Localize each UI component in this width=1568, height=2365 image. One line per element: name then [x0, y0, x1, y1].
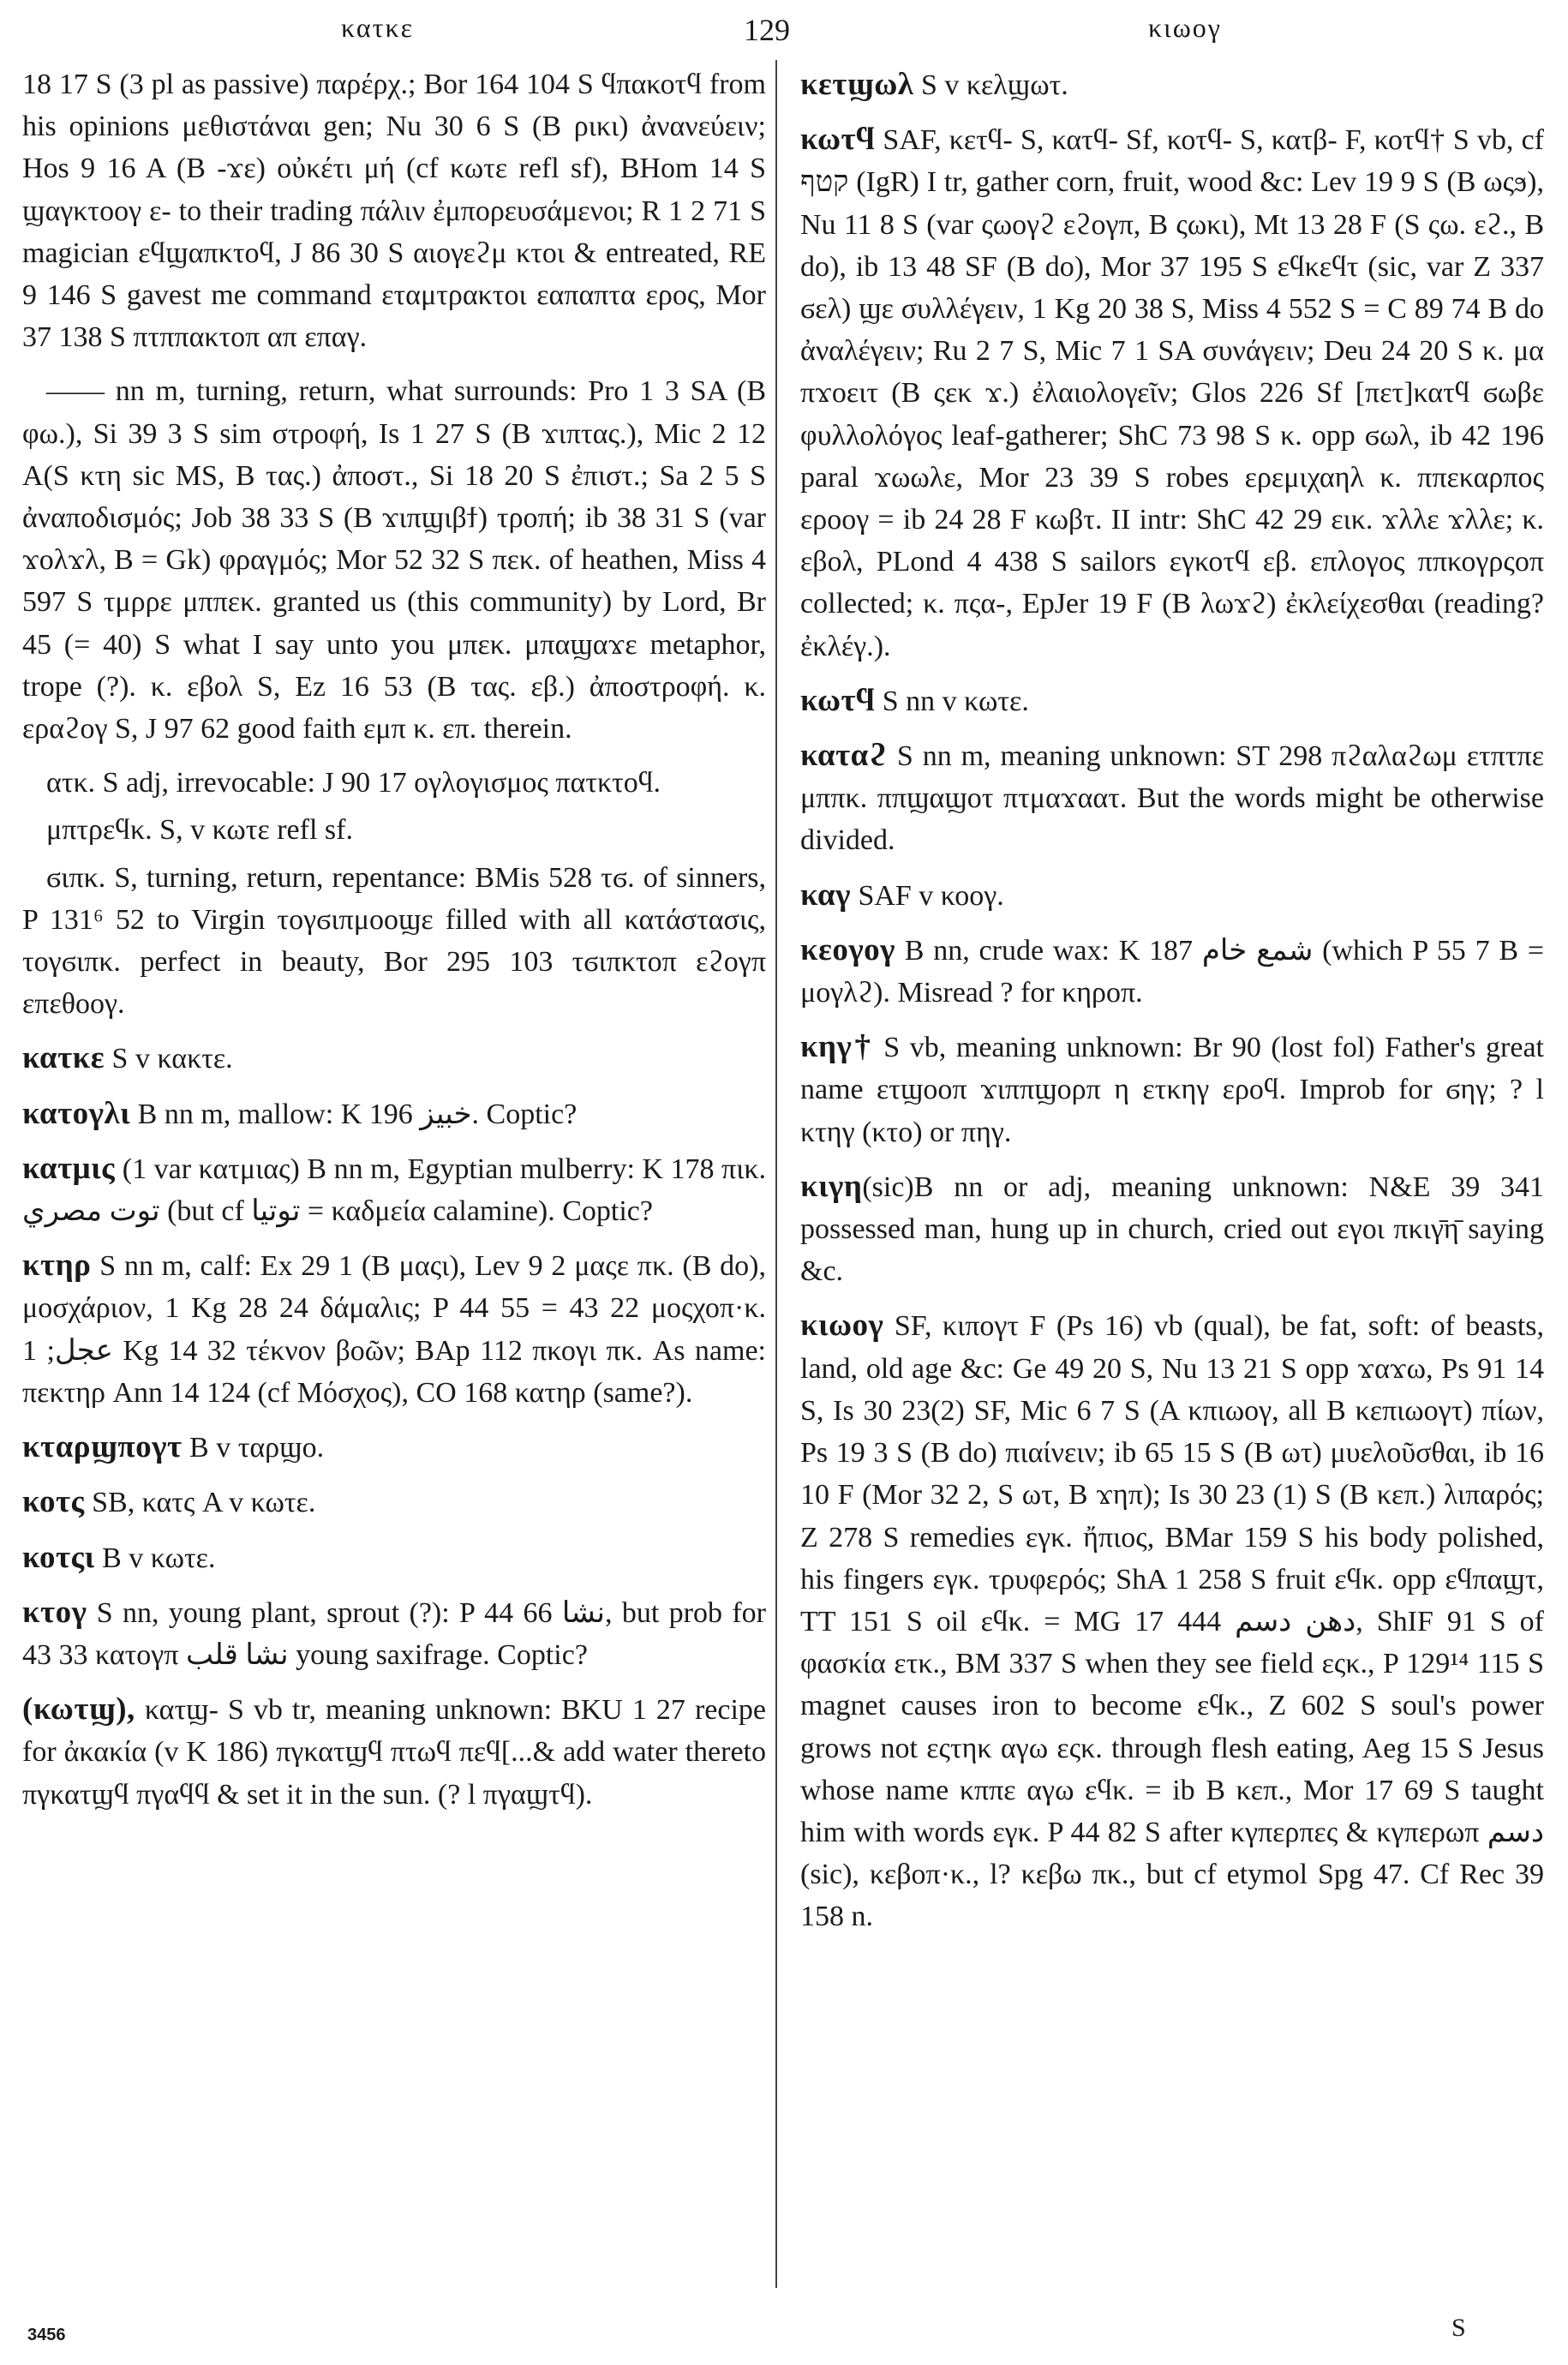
dictionary-entry: 18 17 S (3 pl as passive) παρέρχ.; Bor 164 104 S ϥπακοτϥ from his opinions μεθιστάναι gen; Nu 30 6 S (B ρικι) ἀνανεύειν; Hos 9 16 A (B -ϫε) οὐκέτι μή (cf κωτε refl sf), BHom 14 S ϣαγκτοογ ε- to their trading πάλιν ἐμπορευσάμενοι; R 1 2 71 S magician εϥϣαπκτοϥ, J 86 30 S αιογεϩμ κτοι & entreated, RE 9 146 S gavest me command εταμτρακτοι εαπαπτα ερος, Mor 37 138 S πτππακτοπ απ επαγ. [22, 69, 766, 354]
dictionary-entry: κοτς SB, κατς A v κωτε. [22, 1484, 316, 1520]
gathering-letter: S [1451, 2314, 1466, 2342]
dictionary-entry: κιωογ SF, κιπογτ F (Ps 16) vb (qual), be fat, soft: of beasts, land, old age &c: Ge 49 20 S, Nu 13 21 S opp ϫαϫω, Ps 91 14 S, Is 30 23(2) SF, Mic 6 7 S (A κπιωογ, all B κεπιωογτ) πίων, Ps 19 3 S (B do) πιαίνειν; ib 65 15 S (B ωτ) μυελοῦσθαι, ib 16 10 F (Mor 32 2, S ωτ, B ϫηπ); Is 30 23 (1) S (B κεπ.) λιπαρός; Z 278 S remedies εγκ. ἤπιος, BMar 159 S his body polished, his fingers εγκ. τρυφερός; ShA 1 258 S fruit εϥκ. opp εϥπαϣτ, TT 151 S oil εϥκ. = MG 17 444 دهن دسم, ShIF 91 S of φασκία ετκ., BM 337 S when they see field εςκ., P 129¹⁴ 115 S magnet causes iron to become εϥκ., Z 602 S soul's power grows not εςτηκ αγω εςκ. through flesh eating, Aeg 15 S Jesus whose name κππε αγω εϥκ. = ib B κεπ., Mor 17 69 S taught him with words εγκ. P 44 82 S after κγπερπες & κγπερωπ دسم (sic), κεβοπ·κ., l? κεβω πκ., but cf etymol Spg 47. Cf Rec 39 158 n. [800, 1308, 1545, 1933]
entry-lemma: κταρϣπογτ [22, 1429, 183, 1465]
page-number: 129 [744, 13, 790, 47]
dictionary-entry: κεογογ B nn, crude wax: K 187 شمع خام (which P 55 7 B = μογλϩ). Misread ? for κηροπ. [800, 931, 1545, 1009]
dictionary-entry: (κωτϣ), κατϣ- S vb tr, meaning unknown: BKU 1 27 recipe for ἀκακία (v K 186) πγκατϣϥ πτωϥ πεϥ[...& add water thereto πγκατϣϥ πγαϥϥ & set it in the sun. (? l πγαϣτϥ). [22, 1691, 767, 1811]
dictionary-entry: κταρϣπογτ B v ταρϣο. [22, 1429, 325, 1465]
entry-lemma: κατμις [22, 1150, 116, 1186]
entry-lemma: κτηρ [22, 1248, 92, 1284]
entry-lemma: κηγ† [800, 1029, 874, 1065]
entry-lemma: κωτϥ [800, 682, 876, 718]
dictionary-entry: κατκε S v κακτε. [22, 1040, 233, 1076]
dictionary-entry: κωτϥ S nn v κωτε. [800, 682, 1029, 718]
dictionary-entry: μπτρεϥκ. S, v κωτε refl sf. [46, 814, 353, 847]
running-head-left: κατκε [341, 12, 415, 43]
entry-lemma: κατογλι [22, 1095, 131, 1131]
entry-lemma: κοτς [22, 1484, 85, 1520]
entry-lemma: κοτςι [22, 1539, 95, 1575]
entry-lemma: κτογ [22, 1594, 87, 1630]
entry-lemma: κιωογ [800, 1308, 884, 1344]
page-header [0, 12, 1568, 50]
dictionary-entry: ϭιπκ. S, turning, return, repentance: BMis 528 τϭ. of sinners, P 131⁶ 52 to Virgin τογϭιπμοοϣε filled with all κατάστασις, τογϭιπκ. perfect in beauty, Bor 295 103 τϭιπκτοπ εϩογπ επεθοογ. [22, 861, 767, 1021]
entry-lemma: κετϣωλ [800, 67, 914, 102]
dictionary-entry: κωτϥ SAF, κετϥ- S, κατϥ- Sf, κοτϥ- S, κατβ- F, κοτϥ† S vb, cf קטף (IgR) I tr, gather corn, fruit, wood &c: Lev 19 9 S (B ωςϧ), Nu 11 8 S (var ςωογϩ εϩογπ, B ςωκι), Mt 13 28 F (S ςω. εϩ., B do), ib 13 48 SF (B do), Mor 37 195 S εϥκεϥτ (sic, var Z 337 ϭελ) ϣε συλλέγειν, 1 Kg 20 38 S, Miss 4 552 S = C 89 74 B do ἀναλέγειν; Ru 2 7 S, Mic 7 1 SA συνάγειν; Deu 24 20 S κ. μα πϫοειτ (B ςεκ ϫ.) ἐλαιολογεῖν; Glos 226 Sf [πετ]κατϥ ϭωβε φυλλολόγος leaf-gatherer; ShC 73 98 S κ. opp ϭωλ, ib 42 196 paral ϫωωλε, Mor 23 39 S robes ερεμιχαηλ κ. ππεκαρπος εροογ = ib 24 28 F κωβτ. II intr: ShC 42 29 εικ. ϫλλε ϫλλε; κ. εβολ, PLond 4 438 S sailors εγκοτϥ εβ. επλογος ππκογρςοπ collected; κ. πςα-, EpJer 19 F (B λωϫϩ) ἐκλείχεσθαι (reading? ἐκλέγ.). [800, 122, 1544, 662]
entry-lemma: κωτϥ [800, 122, 876, 158]
right-column [800, 63, 1544, 1950]
dictionary-entry: κοτςι B v κωτε. [22, 1539, 216, 1575]
dictionary-entry: καγ SAF v κοογ. [800, 877, 1004, 913]
entry-lemma: μπτρεϥκ. [46, 814, 153, 847]
entry-lemma: κατκε [22, 1040, 105, 1076]
signature-mark: 3456 [27, 2326, 66, 2344]
running-head-right: κιωογ [1148, 12, 1222, 43]
dictionary-entry: κηγ† S vb, meaning unknown: Br 90 (lost fol) Father's great name ετϣοοπ ϫιππϣορπ η ετκηγ εροϥ. Improb for ϭηγ; ? l κτηγ (κτο) or πηγ. [800, 1029, 1544, 1148]
dictionary-entry: καταϩ S nn m, meaning unknown: ST 298 πϩαλαϩωμ ετπτπε μππκ. ππϣαϣοτ πτμαϫαατ. But the words might be otherwise divided. [800, 738, 1544, 857]
entry-lemma: καταϩ [800, 738, 889, 774]
dictionary-entry: ατκ. S adj, irrevocable: J 90 17 ογλογισμος πατκτοϥ. [46, 767, 661, 799]
entry-lemma: (κωτϣ), [22, 1691, 135, 1727]
column-divider [775, 60, 777, 2288]
entry-lemma: ϭιπκ. [46, 861, 106, 894]
dictionary-entry: κατμις (1 var κατμιας) B nn m, Egyptian mulberry: K 178 πικ. توت مصري (but cf توتيا = καδμεία calamine). Coptic? [22, 1150, 766, 1228]
dictionary-entry: κατογλι B nn m, mallow: K 196 خبيز. Coptic? [22, 1095, 578, 1131]
dictionary-entry: —— nn m, turning, return, what surrounds: Pro 1 3 SA (B φω.), Si 39 3 S sim στροφή, Is 1 27 S (B ϫιπτας.), Mic 2 12 A(S κτη sic MS, B τας.) ἀποστ., Si 18 20 S ἐπιστ.; Sa 2 5 S ἀναποδισμός; Job 38 33 S (B ϫιπϣιβϯ) τροπή; ib 38 31 S (var ϫολϫλ, B = Gk) φραγμός; Mor 52 32 S πεκ. of heathen, Miss 4 597 S τμρρε μππεκ. granted us (this community) by Lord, Br 45 (= 40) S what I say unto you μπεκ. μπαϣαϫε metaphor, trope (?). κ. εβολ S, Ez 16 53 (B τας. εβ.) ἀποστροφή. κ. εραϩογ S, J 97 62 good faith εμπ κ. επ. therein. [22, 375, 766, 745]
dictionary-entry: κιγη(sic)B nn or adj, meaning unknown: N&E 39 341 possessed man, hung up in church, cried out εγοι πκιγ̄η̄ saying &c. [800, 1168, 1544, 1288]
entry-lemma: καγ [800, 877, 851, 913]
dictionary-entry: κετϣωλ S v κελϣωτ. [800, 67, 1068, 102]
entry-lemma: —— [46, 375, 105, 408]
left-column [22, 63, 766, 1828]
entry-lemma: ατκ. [46, 767, 96, 799]
entry-lemma: κεογογ [800, 931, 895, 967]
dictionary-entry: κτηρ S nn m, calf: Ex 29 1 (B μαςι), Lev 9 2 μαςε πκ. (B do), μοσχάριον, 1 Kg 28 24 δάμαλις; P 44 55 = 43 22 μοςχοπ·κ. عجل; 1 Kg 14 32 τέκνον βοῶν; BAp 112 πκογι πκ. As name: πεκτηρ Ann 14 124 (cf Μόσχος), CO 168 κατηρ (same?). [22, 1248, 767, 1409]
entry-lemma: κιγη [800, 1168, 863, 1204]
dictionary-entry: κτογ S nn, young plant, sprout (?): P 44 66 نشا, but prob for 43 33 κατογπ نشا قلب young saxifrage. Coptic? [22, 1594, 767, 1671]
